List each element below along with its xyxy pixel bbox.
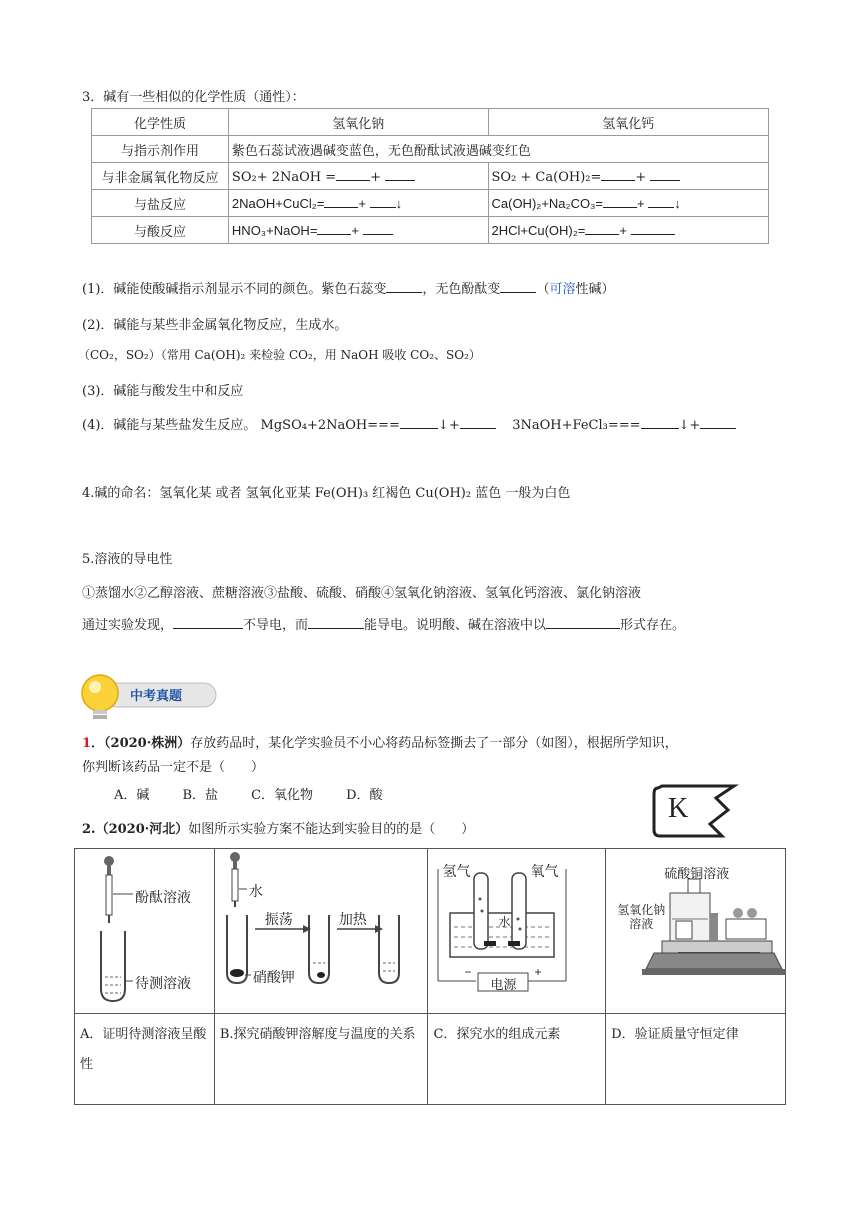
- label-power-supply: 电源: [490, 977, 517, 992]
- label-plus: +: [534, 965, 542, 979]
- item-4: (4)．碱能与某些盐发生反应。 MgSO₄+2NaOH=== ↓+ 3NaOH+FeCl₃=== ↓+: [82, 414, 736, 433]
- experiment-b-image: [214, 849, 428, 1014]
- row-property: 与非金属氧化物反应: [92, 163, 229, 190]
- question-1: 1．（2020·株洲）存放药品时，某化学实验员不小心将药品标签撕去了一部分（如图），根据所学知识，: [82, 736, 678, 751]
- item-1: (1)．碱能使酸碱指示剂显示不同的颜色。紫色石蕊变 ，无色酚酞变 （可溶性碱）: [82, 282, 615, 297]
- label-heat: 加热: [338, 911, 367, 927]
- table-row: [92, 190, 769, 217]
- question-1-options: [114, 784, 383, 803]
- label-water-c: 水: [498, 915, 511, 929]
- label-oxygen: 氧气: [530, 863, 559, 879]
- label-test-solution: 待测溶液: [135, 975, 191, 991]
- section5-title: 5.溶液的导电性: [82, 552, 173, 567]
- label-sodium-hydroxide: 氢氧化钠溶液: [617, 903, 666, 931]
- experiment-c-image: [428, 849, 606, 1014]
- naoh-equation: HNO₃+NaOH= +: [228, 217, 488, 244]
- row-property: 与盐反应: [92, 190, 229, 217]
- naoh-equation: SO₂+ 2NaOH = +: [228, 163, 488, 190]
- caption-b: B.探究硝酸钾溶解度与温度的关系: [214, 1014, 428, 1105]
- option-d: D．酸: [346, 788, 383, 803]
- experiment-d-image: [606, 849, 786, 1014]
- experiment-a-image: [75, 849, 215, 1014]
- row-property: 与指示剂作用: [92, 136, 229, 163]
- item-3: (3)．碱能与酸发生中和反应: [82, 384, 244, 399]
- label-hydrogen: 氢气: [442, 863, 471, 879]
- exam-questions-banner: [80, 673, 220, 723]
- row-merged-cell: 紫色石蕊试液遇碱变蓝色，无色酚酞试液遇碱变红色: [228, 136, 768, 163]
- section5-paragraph: 通过实验发现， 不导电，而 能导电。说明酸、碱在溶液中以 形式存在。: [82, 618, 686, 633]
- caption-d: D．验证质量守恒定律: [606, 1014, 786, 1105]
- label-shake: 振荡: [264, 911, 293, 927]
- section3-title: 3．碱有一些相似的化学性质（通性）：: [82, 90, 305, 105]
- label-minus: −: [464, 965, 472, 979]
- section4-naming: 4.碱的命名：氢氧化某 或者 氢氧化亚某 Fe(OH)₃ 红褐色 Cu(OH)₂ 蓝色 一般为白色: [82, 486, 571, 501]
- row-property: 与酸反应: [92, 217, 229, 244]
- item-2: (2)．碱能与某些非金属氧化物反应，生成水。: [82, 318, 348, 333]
- label-copper-sulfate: 硫酸铜溶液: [664, 866, 730, 881]
- caption-c: C．探究水的组成元素: [428, 1014, 606, 1105]
- item-2-note: （CO₂，SO₂）（常用 Ca(OH)₂ 来检验 CO₂，用 NaOH 吸收 CO₂、SO₂）: [78, 348, 481, 362]
- caoh-equation: 2HCl+Cu(OH)₂= +: [488, 217, 769, 244]
- header-naoh: 氢氧化钠: [228, 109, 488, 136]
- caption-a: A．证明待测溶液呈酸性: [75, 1014, 215, 1105]
- banner-label: 中考真题: [130, 689, 183, 704]
- option-c: C．氧化物: [251, 788, 314, 803]
- table-row: [92, 136, 769, 163]
- table-row: [92, 217, 769, 244]
- naoh-equation: 2NaOH+CuCl₂= + ↓: [228, 190, 488, 217]
- table-header-row: [92, 109, 769, 136]
- section5-list: ①蒸馏水②乙醇溶液、蔗糖溶液③盐酸、硫酸、硝酸④氢氧化钠溶液、氢氧化钙溶液、氯化钠溶液: [82, 586, 642, 601]
- question-2: 2.（2020·河北）如图所示实验方案不能达到实验目的的是（ ）: [82, 822, 475, 837]
- question-1-line2: 你判断该药品一定不是（ ）: [82, 760, 265, 775]
- header-property: 化学性质: [92, 109, 229, 136]
- label-potassium-nitrate: 硝酸钾: [252, 969, 295, 985]
- caoh-equation: Ca(OH)₂+Na₂CO₃= + ↓: [488, 190, 769, 217]
- header-caoh: 氢氧化钙: [488, 109, 769, 136]
- experiments-table: [74, 848, 786, 1105]
- option-a: A．碱: [114, 788, 150, 803]
- base-properties-table: [91, 108, 769, 244]
- label-water: 水: [248, 883, 263, 899]
- label-letter: K: [668, 793, 689, 824]
- caoh-equation: SO₂ + Ca(OH)₂= +: [488, 163, 769, 190]
- table-row: [92, 163, 769, 190]
- label-phenolphthalein: 酚酞溶液: [135, 889, 191, 905]
- torn-label-image: [650, 780, 760, 842]
- option-b: B．盐: [182, 788, 219, 803]
